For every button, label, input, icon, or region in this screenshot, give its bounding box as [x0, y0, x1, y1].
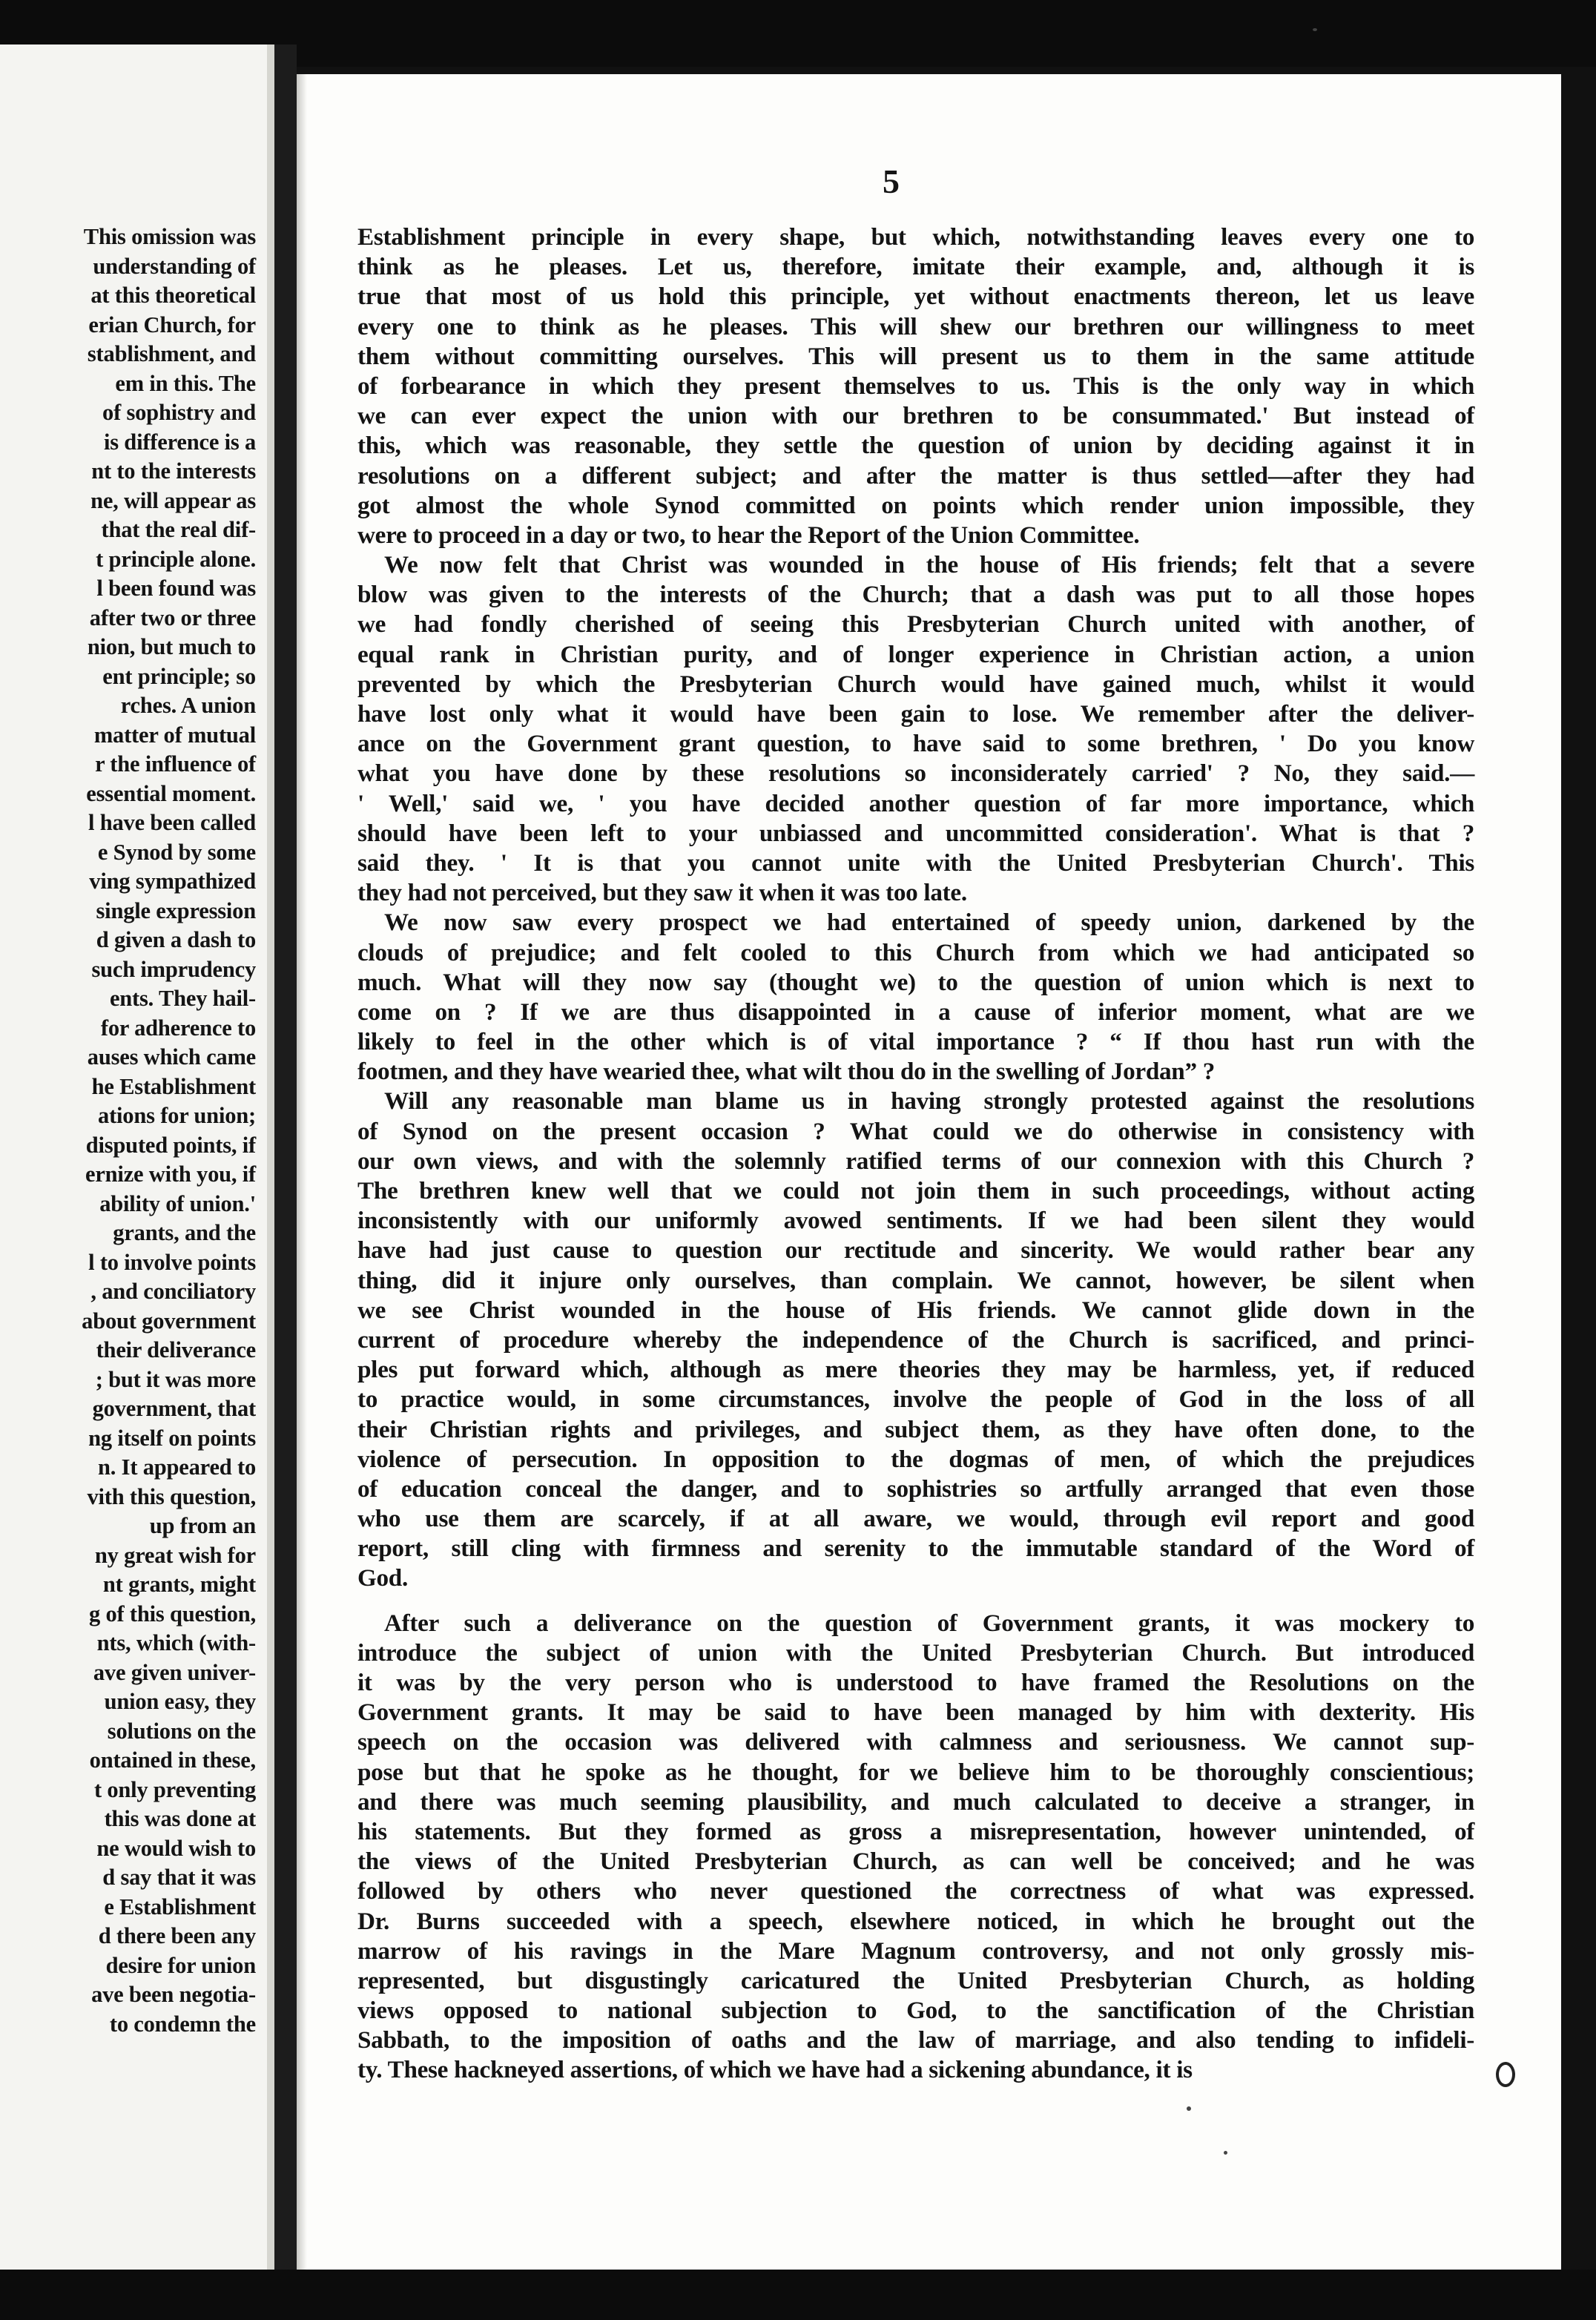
text-line-content: should have been left to your unbiassed and uncommitted consideration'. What is that ? — [357, 819, 1474, 847]
left-page-line: nt to the interests — [91, 458, 256, 484]
left-page-line: erian Church, for — [88, 312, 256, 337]
page-number: 5 — [883, 162, 900, 200]
left-page-line: ernize with you, if — [85, 1161, 256, 1187]
left-page-line: that the real dif- — [101, 517, 256, 542]
left-page-line: nts, which (with- — [96, 1630, 256, 1655]
text-line-content: this, which was reasonable, they settle the question of union by deciding against it in — [357, 432, 1474, 460]
text-line — [357, 1727, 1474, 1757]
body-text — [357, 223, 1474, 2086]
text-line-content: Government grants. It may be said to have been managed by him with dexterity. His — [357, 1698, 1474, 1727]
left-page-line: vith this question, — [87, 1483, 256, 1509]
left-page-line: of sophistry and — [102, 400, 256, 425]
left-page-line: t principle alone. — [96, 546, 256, 572]
text-line-content: who use them are scarcely, if at all aware, we would, through evil report and good — [357, 1505, 1474, 1533]
left-page-line: ave given univer- — [93, 1659, 256, 1685]
text-line-content: followed by others who never questioned the correctness of what was expressed. — [357, 1877, 1474, 1905]
text-line-content: inconsistently with our uniformly avowed sentiments. If we had been silent they would — [357, 1207, 1474, 1235]
text-line — [357, 1996, 1474, 2026]
left-page-line: understanding of — [93, 253, 256, 279]
left-page-line: ne would wish to — [96, 1835, 256, 1861]
text-line-content: have lost only what it would have been gain to lose. We remember after the deliver- — [357, 700, 1474, 728]
text-line — [357, 1474, 1474, 1504]
text-line-content: After such a deliverance on the question of Government grants, it was mockery to — [384, 1609, 1474, 1637]
left-page-line: ; but it was more — [95, 1366, 256, 1392]
left-page-line: ations for union; — [98, 1103, 256, 1128]
text-line — [357, 670, 1474, 699]
text-line — [357, 1668, 1474, 1698]
left-page-line: matter of mutual — [93, 722, 256, 748]
text-line-content: his statements. But they formed as gross a misrepresentation, however unintended, of — [357, 1817, 1474, 1845]
text-line — [357, 819, 1474, 848]
text-line — [357, 1698, 1474, 1727]
text-line — [357, 1415, 1474, 1445]
text-line-content: clouds of prejudice; and felt cooled to this Church from which we had anticipated so — [357, 938, 1474, 966]
text-line-content: ty. These hackneyed assertions, of which we have had a sickening abundance, it is — [357, 2056, 1193, 2084]
text-line — [357, 1027, 1474, 1057]
text-line-content: pose but that he spoke as he thought, for we believe him to be thoroughly conscientious; — [357, 1758, 1474, 1786]
left-page-line: e Synod by some — [97, 839, 256, 865]
text-line-content: Dr. Burns succeeded with a speech, elsewhere noticed, in which he brought out the — [357, 1907, 1474, 1935]
text-line — [357, 729, 1474, 759]
left-page-line: government, that — [92, 1396, 256, 1421]
text-line-content: God. — [357, 1564, 408, 1592]
left-page-fragment — [0, 45, 274, 2284]
left-page-line: ng itself on points — [88, 1425, 256, 1451]
left-page-line: union easy, they — [104, 1689, 256, 1714]
ink-speck — [1224, 2151, 1227, 2155]
text-line — [357, 252, 1474, 282]
text-line — [357, 312, 1474, 342]
text-line — [357, 342, 1474, 372]
text-line — [357, 1609, 1474, 1638]
left-page-line: solutions on the — [107, 1718, 256, 1744]
text-line — [357, 1266, 1474, 1296]
text-line — [357, 968, 1474, 998]
left-page-line: d say that it was — [102, 1865, 256, 1890]
left-page-line: , and conciliatory — [90, 1279, 256, 1304]
text-line-content: of education conceal the danger, and to sophistries so artfully arranged that even those — [357, 1474, 1474, 1503]
text-line — [357, 401, 1474, 431]
text-line — [357, 2026, 1474, 2055]
left-page-line: for adherence to — [100, 1015, 256, 1041]
left-page-line: ave been negotia- — [91, 1982, 256, 2007]
text-line-content: got almost the whole Synod committed on points which render union impossible, they — [357, 491, 1474, 519]
left-page-line: ontained in these, — [89, 1747, 256, 1773]
text-line-content: were to proceed in a day or two, to hear the Report of the Union Committee. — [357, 521, 1140, 549]
text-line-content: likely to feel in the other which is of vital importance ? “ If thou hast run with the — [357, 1028, 1474, 1056]
text-line-content: speech on the occasion was delivered with calmness and seriousness. We cannot sup- — [357, 1728, 1474, 1756]
text-line-content: prevented by which the Presbyterian Church would have gained much, whilst it would — [357, 670, 1474, 698]
text-line-content: Establishment principle in every shape, but which, notwithstanding leaves every one to — [357, 223, 1474, 251]
margin-mark — [1496, 2062, 1515, 2087]
text-line — [357, 1817, 1474, 1847]
text-line-content: ples put forward which, although as mere theories they may be harmless, yet, if reduced — [357, 1356, 1474, 1384]
text-line — [357, 1385, 1474, 1414]
left-page-line: ny great wish for — [94, 1542, 256, 1568]
text-line — [357, 998, 1474, 1027]
text-line — [357, 759, 1474, 788]
left-page-line: ability of union.' — [99, 1190, 256, 1216]
text-line-content: introduce the subject of union with the United Presbyterian Church. But introduced — [357, 1638, 1474, 1667]
ink-speck — [1187, 2106, 1191, 2111]
text-line-content: of Synod on the present occasion ? What could we do otherwise in consistency with — [357, 1117, 1474, 1145]
right-page-gutter-shadow — [297, 74, 307, 2270]
left-page-text-column — [0, 223, 256, 2039]
text-line — [357, 223, 1474, 252]
paragraph-gap — [357, 1594, 1474, 1609]
text-line-content: what you have done by these resolutions so inconsiderately carried' ? No, they said.— — [357, 759, 1474, 788]
left-page-line: after two or three — [89, 604, 256, 630]
text-line-content: their Christian rights and privileges, and subject them, as they have often done, to the — [357, 1415, 1474, 1443]
text-line — [357, 1758, 1474, 1787]
text-line — [357, 1638, 1474, 1668]
text-line — [357, 431, 1474, 461]
text-line — [357, 1057, 1474, 1087]
left-page-line: rches. A union — [120, 693, 256, 718]
text-line — [357, 1445, 1474, 1474]
text-line — [357, 1087, 1474, 1116]
text-line-content: to practice would, in some circumstances, involve the people of God in the loss of all — [357, 1385, 1474, 1414]
left-page-line: nt grants, might — [102, 1572, 256, 1597]
text-line — [357, 640, 1474, 670]
text-line — [357, 789, 1474, 819]
left-page-line: n. It appeared to — [98, 1454, 256, 1480]
text-line — [357, 491, 1474, 521]
left-page-line: d there been any — [98, 1923, 256, 1948]
text-line-content: we had fondly cherished of seeing this Presbyterian Church united with another, of — [357, 610, 1474, 639]
text-line-content: our own views, and with the solemnly ratified terms of our connexion with this Church ? — [357, 1147, 1474, 1175]
left-page-edge — [267, 45, 274, 2284]
text-line-content: and there was much seeming plausibility, and much calculated to deceive a stranger, in — [357, 1787, 1474, 1816]
text-line-content: report, still cling with firmness and serenity to the immutable standard of the Word of — [357, 1535, 1474, 1563]
ink-speck — [1313, 28, 1317, 31]
left-page-line: nion, but much to — [87, 634, 256, 659]
text-line-content: them without committing ourselves. This will present us to them in the same attitude — [357, 342, 1474, 370]
text-line — [357, 1206, 1474, 1236]
left-page-line: ving sympathized — [89, 869, 256, 894]
left-page-line: their deliverance — [96, 1337, 256, 1362]
left-page-line: This omission was — [83, 224, 256, 249]
text-line — [357, 1296, 1474, 1325]
text-line — [357, 2055, 1474, 2085]
text-line — [357, 1563, 1474, 1593]
text-line-content: every one to think as he pleases. This will shew our brethren our willingness to meet — [357, 312, 1474, 340]
text-line-content: thing, did it injure only ourselves, than complain. We cannot, however, be silent when — [357, 1266, 1474, 1294]
left-page-line: g of this question, — [89, 1601, 256, 1627]
left-page-line: grants, and the — [113, 1220, 256, 1245]
text-line — [357, 1534, 1474, 1563]
text-line-content: We now saw every prospect we had entertained of speedy union, darkened by the — [384, 909, 1474, 937]
text-line-content: footmen, and they have wearied thee, what wilt thou do in the swelling of Jordan” ? — [357, 1058, 1216, 1086]
text-line — [357, 1876, 1474, 1906]
text-line — [357, 550, 1474, 580]
text-line-content: of forbearance in which they present themselves to us. This is the only way in which — [357, 372, 1474, 400]
text-line — [357, 1787, 1474, 1817]
text-line — [357, 1847, 1474, 1876]
left-page-line: single expression — [96, 897, 256, 923]
left-page-line: such imprudency — [91, 956, 256, 982]
text-line-content: resolutions on a different subject; and after the matter is thus settled—after they had — [357, 461, 1474, 490]
text-line — [357, 1504, 1474, 1534]
text-line-content: we can ever expect the union with our brethren to be consummated.' But instead of — [357, 402, 1474, 430]
left-page-line: ne, will appear as — [90, 487, 256, 513]
text-line — [357, 1355, 1474, 1385]
left-page-line: is difference is a — [103, 429, 256, 455]
text-line-content: we see Christ wounded in the house of His friends. We cannot glide down in the — [357, 1296, 1474, 1324]
left-page-line: d given a dash to — [96, 927, 256, 952]
left-page-line: he Establishment — [91, 1073, 256, 1099]
text-line-content: ance on the Government grant question, to have said to some brethren, ' Do you know — [357, 730, 1474, 758]
text-line — [357, 1117, 1474, 1147]
text-line-content: ' Well,' said we, ' you have decided another question of far more importance, which — [357, 789, 1474, 817]
text-line — [357, 610, 1474, 639]
text-line — [357, 938, 1474, 968]
left-page-line: ents. They hail- — [109, 986, 256, 1011]
text-line-content: blow was given to the interests of the Church; that a dash was put to all those hopes — [357, 581, 1474, 609]
text-line — [357, 1907, 1474, 1937]
left-page-line: t only preventing — [93, 1776, 256, 1802]
text-line-content: they had not perceived, but they saw it when it was too late. — [357, 879, 967, 907]
text-line — [357, 1966, 1474, 1996]
text-line — [357, 848, 1474, 878]
text-line-content: the views of the United Presbyterian Church, as can well be conceived; and he was — [357, 1848, 1474, 1876]
text-line — [357, 1236, 1474, 1265]
text-line — [357, 461, 1474, 491]
text-line — [357, 699, 1474, 729]
text-line-content: The brethren knew well that we could not join them in such proceedings, without acting — [357, 1177, 1474, 1205]
left-page-line: up from an — [149, 1513, 256, 1538]
left-page-line: em in this. The — [115, 370, 256, 396]
left-page-line: r the influence of — [95, 751, 256, 777]
text-line — [357, 521, 1474, 550]
left-page-line: this was done at — [104, 1806, 256, 1831]
text-line-content: marrow of his ravings in the Mare Magnum controversy, and not only grossly mis- — [357, 1937, 1474, 1965]
text-line-content: have had just cause to question our rectitude and sincerity. We would rather bear any — [357, 1236, 1474, 1265]
text-line-content: views opposed to national subjection to God, to the sanctification of the Christian — [357, 1997, 1474, 2025]
right-page — [297, 74, 1561, 2270]
text-line-content: much. What will they now say (thought we) to the question of union which is next to — [357, 968, 1474, 996]
text-line — [357, 282, 1474, 312]
text-line-content: Sabbath, to the imposition of oaths and the law of marriage, and also tending to infideli- — [357, 2026, 1474, 2054]
text-line-content: true that most of us hold this principle, yet without enactments thereon, let us leave — [357, 283, 1474, 311]
left-page-line: l to involve points — [88, 1249, 256, 1275]
text-line — [357, 372, 1474, 401]
text-line — [357, 1937, 1474, 1966]
left-page-line: desire for union — [105, 1952, 256, 1978]
left-page-line: l have been called — [88, 810, 256, 835]
left-page-line: l been found was — [96, 576, 256, 601]
text-line — [357, 580, 1474, 610]
text-line — [357, 1176, 1474, 1206]
text-line — [357, 1147, 1474, 1176]
book-spine-shadow — [274, 45, 297, 2284]
left-page-line: stablishment, and — [87, 341, 256, 366]
left-page-line: e Establishment — [104, 1894, 256, 1919]
text-line-content: equal rank in Christian purity, and of longer experience in Christian action, a union — [357, 640, 1474, 668]
text-line-content: Will any reasonable man blame us in having strongly protested against the resolutions — [384, 1087, 1474, 1115]
scan-backdrop-bottom — [0, 2270, 1596, 2320]
text-line-content: We now felt that Christ was wounded in the house of His friends; felt that a severe — [384, 551, 1474, 579]
left-page-line: at this theoretical — [90, 283, 256, 308]
text-line — [357, 878, 1474, 908]
text-line-content: come on ? If we are thus disappointed in a cause of inferior moment, what are we — [357, 998, 1474, 1026]
left-page-line: disputed points, if — [85, 1132, 256, 1158]
text-line-content: think as he pleases. Let us, therefore, imitate their example, and, although it is — [357, 253, 1474, 281]
left-page-line: auses which came — [87, 1044, 256, 1070]
text-line-content: violence of persecution. In opposition to the dogmas of men, of which the prejudices — [357, 1445, 1474, 1473]
left-page-line: essential moment. — [86, 780, 256, 806]
text-line-content: it was by the very person who is understood to have framed the Resolutions on the — [357, 1669, 1474, 1696]
text-line-content: represented, but disgustingly caricatured the United Presbyterian Church, as holding — [357, 1966, 1474, 1994]
text-line — [357, 1325, 1474, 1355]
text-line-content: said they. ' It is that you cannot unite with the United Presbyterian Church'. This — [357, 848, 1474, 877]
text-line-content: current of procedure whereby the independence of the Church is sacrificed, and princi- — [357, 1325, 1474, 1354]
left-page-line: ent principle; so — [102, 663, 256, 689]
text-line — [357, 908, 1474, 937]
left-page-line: about government — [82, 1308, 256, 1334]
left-page-line: to condemn the — [109, 2011, 256, 2037]
